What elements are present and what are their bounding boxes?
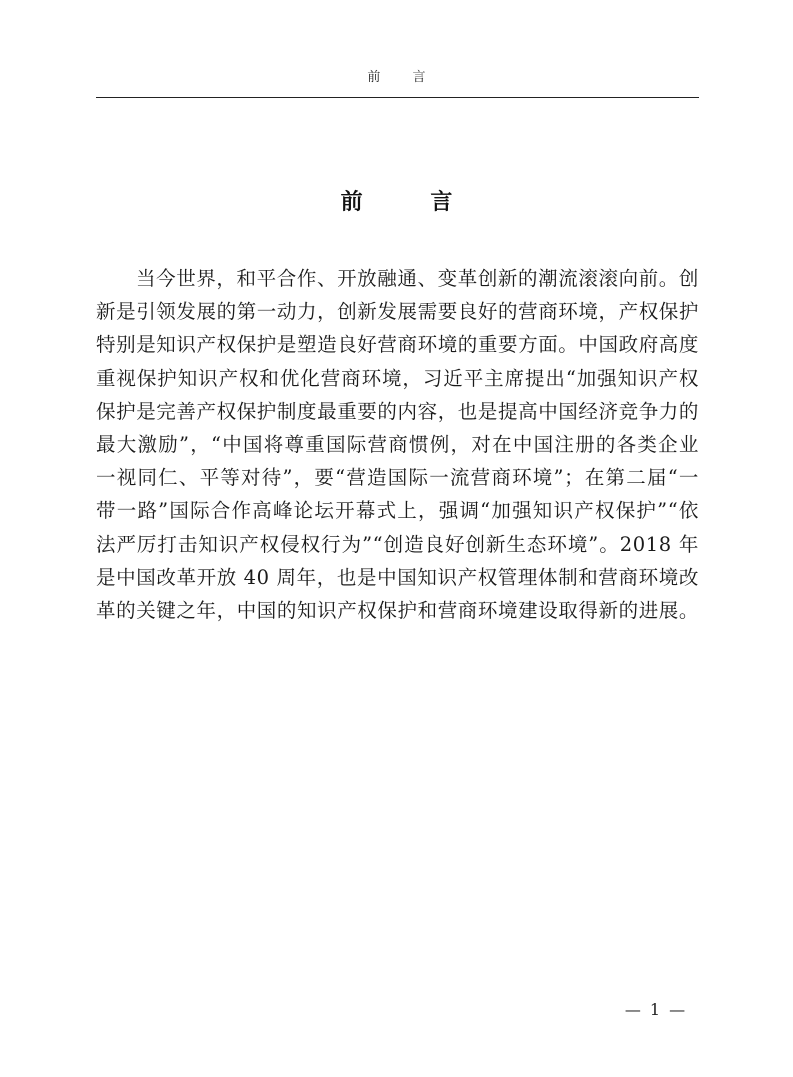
- page-number: — 1 —: [624, 1000, 688, 1019]
- page-title: 前 言: [340, 188, 483, 215]
- body-paragraph: 当今世界，和平合作、开放融通、变革创新的潮流滚滚向前。创新是引领发展的第一动力，创新发展需要良好的营商环境，产权保护特别是知识产权保护是塑造良好营商环境的重要方面。中国政府高度重视保护知识产权和优化营商环境，习近平主席提出“加强知识产权保护是完善产权保护制度最重要的内容，也是提高中国经济竞争力的最大激励”，“中国将尊重国际营商惯例，对在中国注册的各类企业一视同仁、平等对待”，要“营造国际一流营商环境”；在第二届“一带一路”国际合作高峰论坛开幕式上，强调“加强知识产权保护”“依法严厉打击知识产权侵权行为”“创造良好创新生态环境”。2018 年是中国改革开放 40 周年，也是中国知识产权管理体制和营商环境改革的关键之年，中国的知识产权保护和营商环境建设取得新的进展。: [96, 267, 700, 623]
- running-header: 前 言: [367, 70, 440, 85]
- header-rule: [96, 97, 699, 98]
